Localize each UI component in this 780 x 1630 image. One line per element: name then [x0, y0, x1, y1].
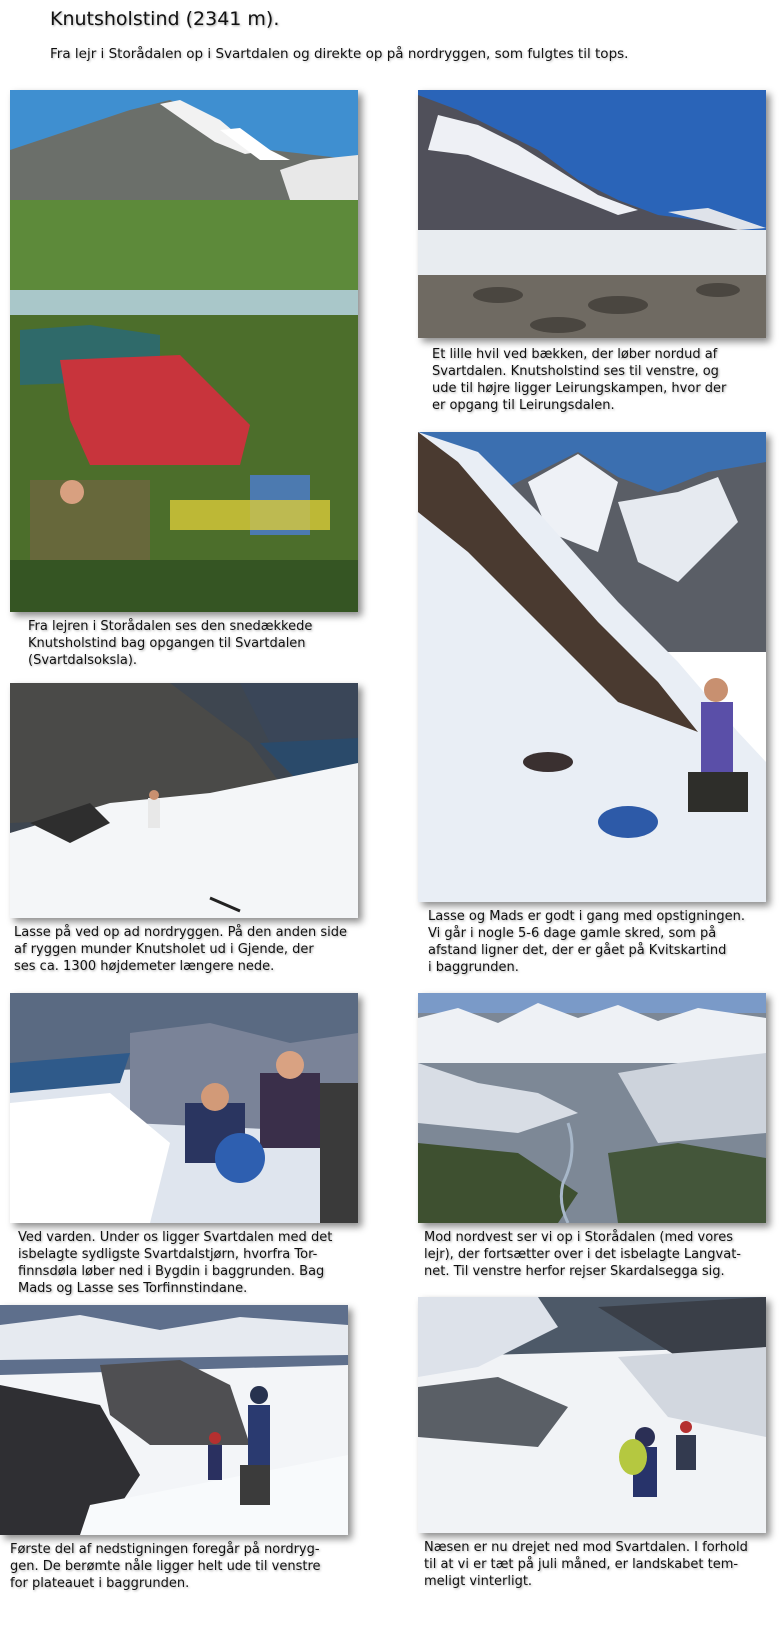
photo-camp — [10, 90, 358, 612]
photo-stream — [418, 90, 766, 338]
caption-ridge: Lasse på ved op ad nordryggen. På den anden side af ryggen munder Knutsholet ud i Gjende, der ses ca. 1300 højdemeter længere nede. — [14, 925, 348, 974]
caption-valley: Mod nordvest ser vi op i Storådalen (med vores lejr), der fortsætter over i det isbelagte Langvat- net. Til venstre herfor rejser Skardalsegga sig. — [424, 1230, 741, 1279]
caption-descent2: Næsen er nu drejet ned mod Svartdalen. I forhold til at vi er tæt på juli måned, er landskabet tem- meligt vinterligt. — [424, 1540, 748, 1589]
caption-ascent: Lasse og Mads er godt i gang med opstigningen. Vi går i nogle 5-6 dage gamle skred, som på afstand ligner det, der er gået på Kvitskartind i baggrunden. — [428, 909, 746, 975]
caption-cairn: Ved varden. Under os ligger Svartdalen med det isbelagte sydligste Svartdalstjørn, hvorfra Tor- finnsdøla løber ned i Bygdin i baggrunden. Bag Mads og Lasse ses Torfinnstindane. — [18, 1230, 333, 1296]
photo-valley — [418, 993, 766, 1223]
caption-stream: Et lille hvil ved bækken, der løber nordud af Svartdalen. Knutsholstind ses til venstre, og ude til højre ligger Leirungskampen, hvor der er opgang til Leirungsdalen. — [432, 347, 727, 413]
page-title: Knutsholstind (2341 m). — [50, 8, 280, 30]
page-intro: Fra lejr i Storådalen op i Svartdalen og direkte op på nordryggen, som fulgtes til tops. — [50, 46, 629, 62]
photo-descent — [0, 1305, 348, 1535]
caption-descent: Første del af nedstigningen foregår på nordryg- gen. De berømte nåle ligger helt ude til venstre for plateauet i baggrunden. — [10, 1542, 321, 1591]
photo-cairn — [10, 993, 358, 1223]
photo-ridge — [10, 683, 358, 918]
photo-descent2 — [418, 1297, 766, 1533]
caption-camp: Fra lejren i Storådalen ses den snedækkede Knutsholstind bag opgangen til Svartdalen (Svartdalsoksla). — [28, 619, 313, 668]
photo-ascent — [418, 432, 766, 902]
